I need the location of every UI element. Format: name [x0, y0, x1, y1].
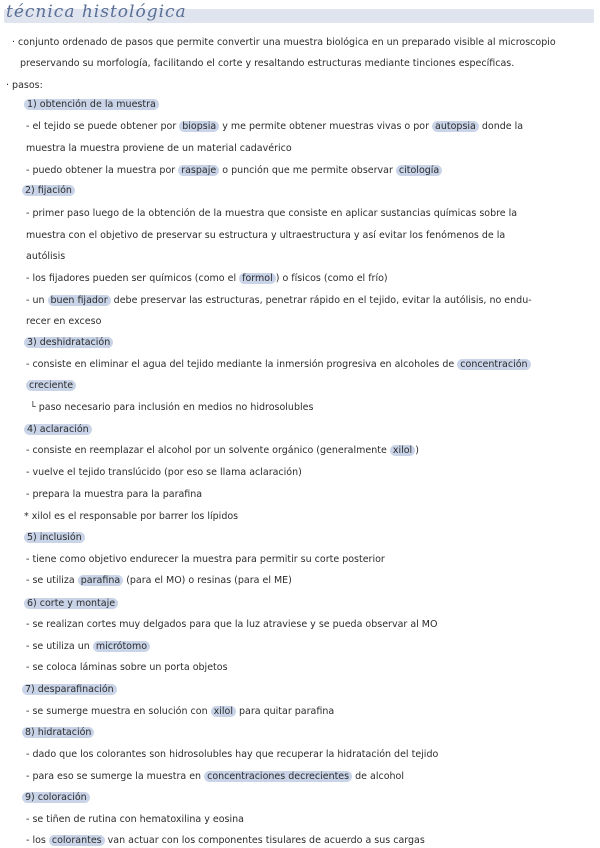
- highlighted-text: citología: [396, 165, 442, 176]
- highlighted-text: concentración: [457, 359, 530, 370]
- note-text: └ paso necesario para inclusión en medios no hidrosolubles: [30, 402, 314, 413]
- note-line: [26, 294, 532, 307]
- note-text: - el tejido se puede obtener por: [26, 121, 180, 132]
- note-line: [26, 358, 531, 371]
- highlighted-text: 2) fijación: [22, 185, 75, 196]
- highlighted-text: buen fijador: [48, 295, 111, 306]
- note-line: [26, 466, 302, 479]
- note-line: [26, 618, 437, 631]
- note-line: [22, 683, 117, 696]
- note-text: - dado que los colorantes son hidrosolubles hay que recuperar la hidratación del tejido: [26, 749, 439, 760]
- note-line: [22, 791, 90, 804]
- note-line: [24, 423, 92, 436]
- note-line: [6, 79, 43, 92]
- highlighted-text: xilol: [390, 445, 415, 456]
- note-line: [26, 250, 65, 263]
- note-text: - se utiliza: [26, 575, 78, 586]
- note-text: recer en exceso: [26, 316, 102, 327]
- note-text: autólisis: [26, 251, 66, 262]
- note-text: - consiste en eliminar el agua del tejido mediante la inmersión progresiva en alcoholes de: [26, 359, 458, 370]
- note-line: [26, 120, 523, 133]
- note-line: [20, 57, 514, 70]
- note-text: - se sumerge muestra en solución con: [26, 706, 211, 717]
- highlighted-text: xilol: [211, 706, 236, 717]
- note-line: [24, 510, 238, 523]
- note-text: para quitar parafina: [235, 706, 335, 717]
- note-line: [26, 705, 334, 718]
- note-line: [26, 574, 292, 587]
- highlighted-text: 1) obtención de la muestra: [24, 99, 159, 110]
- note-line: [26, 553, 385, 566]
- note-text: - tiene como objetivo endurecer la muestra para permitir su corte posterior: [26, 554, 385, 565]
- highlighted-text: colorantes: [49, 835, 105, 846]
- note-text: - consiste en reemplazar el alcohol por un solvente orgánico (generalmente: [26, 445, 390, 456]
- highlighted-text: 7) desparafinación: [22, 684, 117, 695]
- note-text: - un: [26, 295, 48, 306]
- note-text: o punción que me permite observar: [219, 165, 396, 176]
- note-text: - los fijadores pueden ser químicos (como el: [26, 273, 240, 284]
- highlighted-text: autopsia: [432, 121, 479, 132]
- note-line: [26, 661, 228, 674]
- highlighted-text: 5) inclusión: [24, 532, 85, 543]
- note-line: [26, 640, 150, 653]
- note-line: [26, 272, 388, 285]
- note-line: [26, 770, 404, 783]
- note-text: de alcohol: [352, 771, 404, 782]
- note-text: preservando su morfología, facilitando el corte y resaltando estructuras mediante tinciones específicas.: [20, 58, 515, 69]
- note-line: [26, 229, 505, 242]
- note-text: (para el MO) o resinas (para el ME): [123, 575, 292, 586]
- note-line: [26, 748, 438, 761]
- note-text: * xilol es el responsable por barrer los lípidos: [24, 511, 239, 522]
- note-text: - puedo obtener la muestra por: [26, 165, 179, 176]
- note-line: [26, 444, 419, 457]
- note-text: - se realizan cortes muy delgados para que la luz atraviese y se pueda observar al MO: [26, 619, 438, 630]
- note-text: - se coloca láminas sobre un porta objetos: [26, 662, 228, 673]
- highlighted-text: formol: [239, 273, 276, 284]
- note-line: [26, 164, 442, 177]
- note-text: muestra con el objetivo de preservar su estructura y ultraestructura y así evitar los fenómenos de la: [26, 230, 506, 241]
- note-text: - prepara la muestra para la parafina: [26, 489, 203, 500]
- note-line: [24, 336, 113, 349]
- note-text: - primer paso luego de la obtención de la muestra que consiste en aplicar sustancias químicas sobre la: [26, 208, 518, 219]
- highlighted-text: biopsia: [179, 121, 219, 132]
- highlighted-text: 8) hidratación: [22, 727, 94, 738]
- note-text: debe preservar las estructuras, penetrar rápido en el tejido, evitar la autólisis, no endu-: [110, 295, 532, 306]
- highlighted-text: 6) corte y montaje: [24, 598, 118, 609]
- highlighted-text: concentraciones decrecientes: [204, 771, 352, 782]
- note-line: [26, 488, 202, 501]
- note-line: [24, 597, 118, 610]
- note-text: - para eso se sumerge la muestra en: [26, 771, 205, 782]
- highlighted-text: parafina: [78, 575, 123, 586]
- note-line: [24, 98, 159, 111]
- note-text: - se tiñen de rutina con hematoxilina y eosina: [26, 814, 244, 825]
- note-text: - los: [26, 835, 49, 846]
- note-line: [26, 379, 76, 392]
- note-text: ): [415, 445, 419, 456]
- note-text: · pasos:: [6, 80, 43, 91]
- page-title: técnica histológica: [6, 2, 187, 22]
- note-text: muestra la muestra proviene de un material cadavérico: [26, 143, 292, 154]
- highlighted-text: micrótomo: [93, 641, 150, 652]
- note-line: [26, 207, 517, 220]
- note-line: [12, 36, 556, 49]
- note-text: · conjunto ordenado de pasos que permite convertir una muestra biológica en un preparado visible al microscopio: [12, 37, 556, 48]
- highlighted-text: 4) aclaración: [24, 424, 92, 435]
- highlighted-text: 3) deshidratación: [24, 337, 113, 348]
- note-text: van actuar con los componentes tisulares de acuerdo a sus cargas: [104, 835, 425, 846]
- note-line: [26, 813, 244, 826]
- note-text: - vuelve el tejido translúcido (por eso se llama aclaración): [26, 467, 302, 478]
- note-text: ) o físicos (como el frío): [275, 273, 388, 284]
- note-line: [24, 531, 85, 544]
- note-text: y me permite obtener muestras vivas o por: [219, 121, 433, 132]
- note-line: [26, 315, 101, 328]
- note-line: [26, 834, 425, 847]
- highlighted-text: creciente: [26, 380, 76, 391]
- note-text: donde la: [478, 121, 524, 132]
- note-line: [22, 184, 75, 197]
- highlighted-text: raspaje: [178, 165, 219, 176]
- note-line: [26, 142, 292, 155]
- note-text: - se utiliza un: [26, 641, 93, 652]
- note-line: [30, 401, 313, 414]
- note-line: [22, 726, 94, 739]
- highlighted-text: 9) coloración: [22, 792, 90, 803]
